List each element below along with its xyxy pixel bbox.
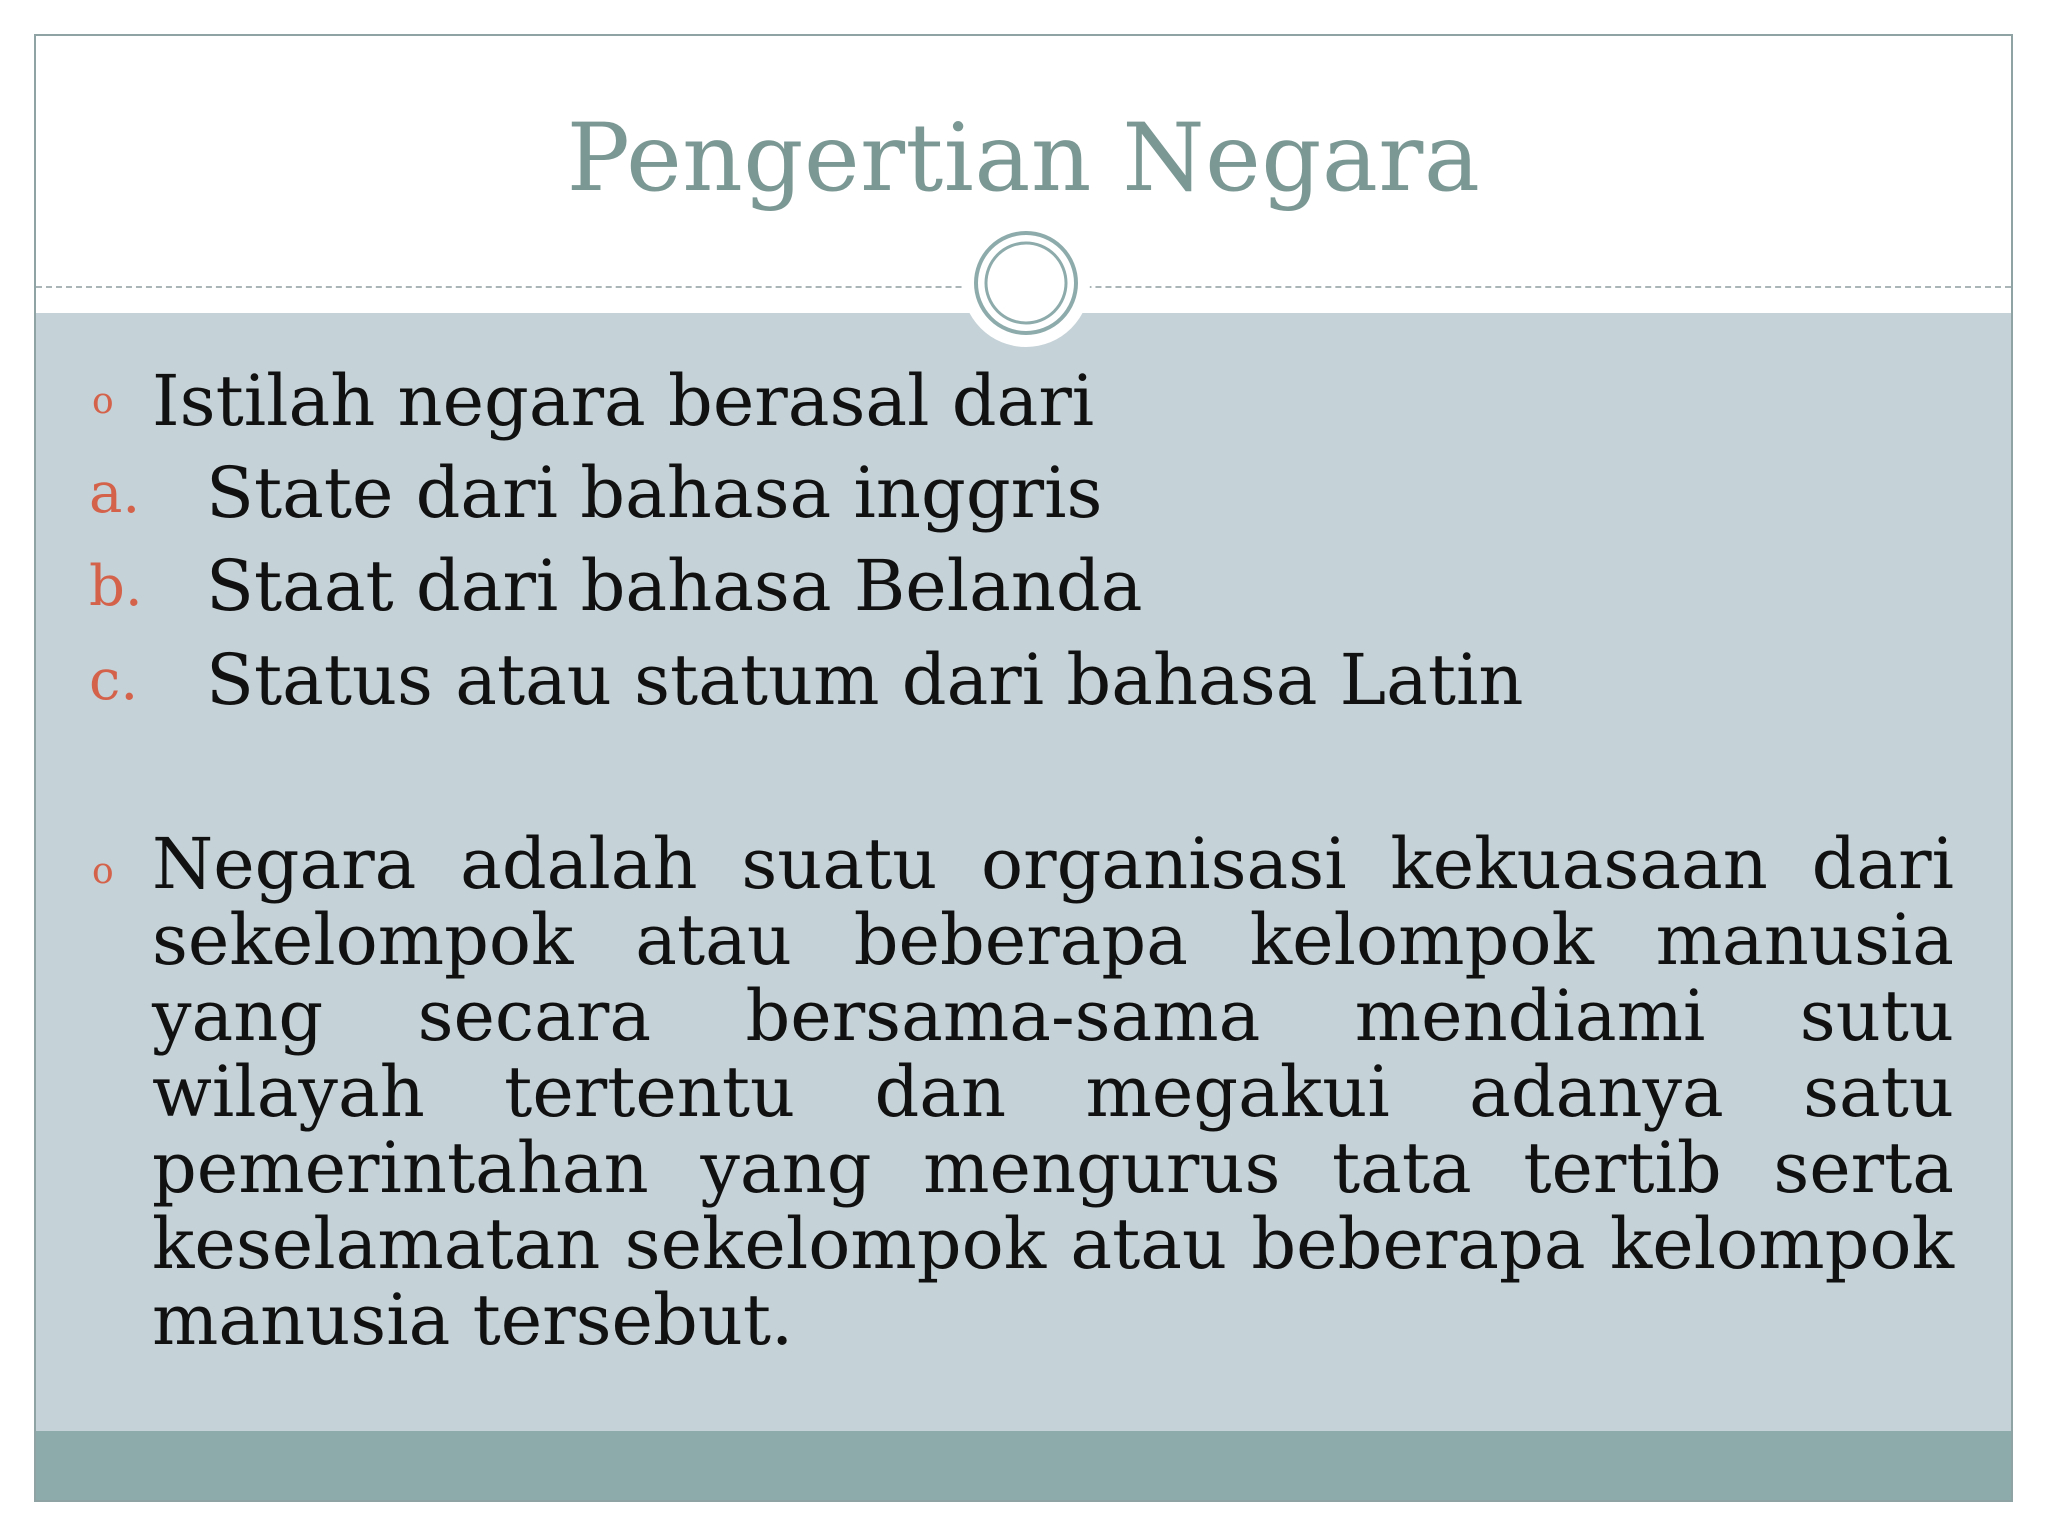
- list-marker-b: b.: [89, 554, 143, 619]
- intro-bullet-text: Istilah negara berasal dari: [152, 360, 1095, 442]
- list-item-b: Staat dari bahasa Belanda: [206, 545, 1143, 627]
- hollow-circle-bullet-icon: o: [92, 851, 114, 892]
- slide: [34, 34, 2013, 1502]
- list-marker-a: a.: [89, 461, 141, 526]
- hollow-circle-bullet-icon: o: [92, 381, 114, 422]
- footer-band: [36, 1431, 2011, 1502]
- list-marker-c: c.: [89, 648, 139, 713]
- list-item-c: Status atau statum dari bahasa Latin: [206, 639, 1524, 721]
- list-item-a: State dari bahasa inggris: [206, 452, 1103, 534]
- double-ring-ornament-icon: [971, 228, 1081, 338]
- definition-paragraph: Negara adalah suatu organisasi kekuasaan dari sekelompok atau beberapa kelompok manusia yang secara bersama-sama mendiami sutu wilayah tertentu dan megakui adanya satu pemerintahan yang mengurus tata tertib serta keselamatan sekelompok atau beberapa kelompok manusia tersebut.: [152, 823, 1954, 1361]
- slide-title: Pengertian Negara: [566, 104, 1481, 213]
